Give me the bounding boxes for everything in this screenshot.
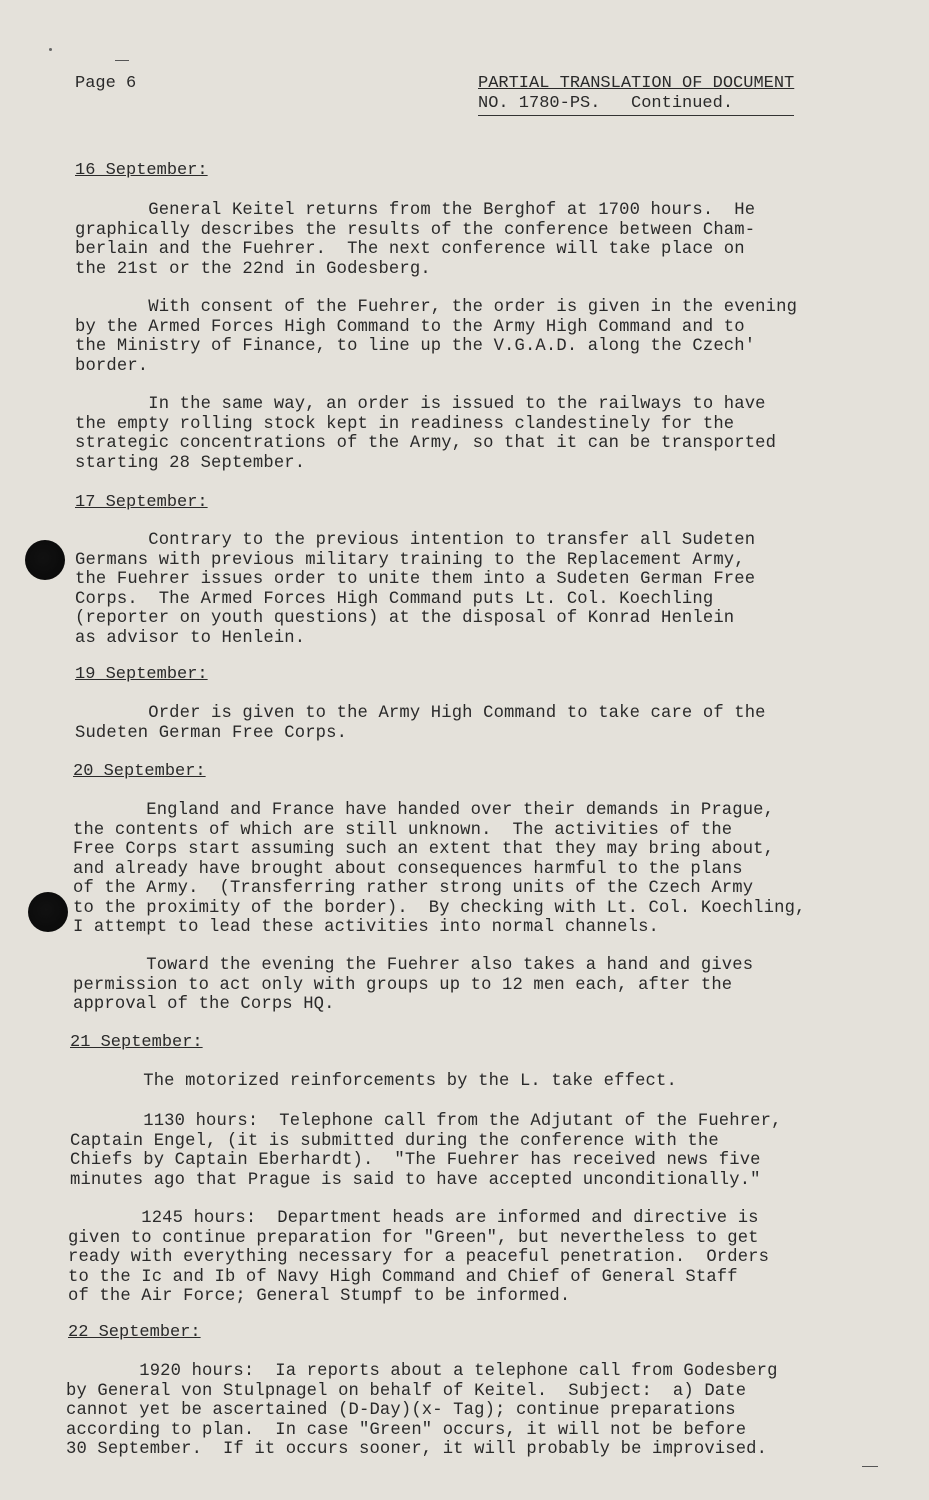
scan-mark (862, 1466, 878, 1467)
scan-mark (115, 60, 129, 61)
scan-dot (49, 48, 52, 51)
punch-hole (25, 540, 65, 580)
paragraph: 1130 hours: Telephone call from the Adjutant of the Fuehrer, Captain Engel, (it is submitted during the conference with the Chiefs by Captain Eberhardt). "The Fuehrer has received news five minutes ago that Prague is said to have accepted unconditionally." (70, 1112, 782, 1190)
paragraph: 1245 hours: Department heads are informed and directive is given to continue preparation for "Green", but nevertheless to get ready with everything necessary for a peaceful penetration. Orders to the Ic and Ib of Navy High Command and Chief of General Staff of the Air Force; General Stumpf to be informed. (68, 1209, 770, 1306)
document-title (478, 74, 794, 116)
title-line-1: PARTIAL TRANSLATION OF DOCUMENT (478, 74, 795, 93)
paragraph: Order is given to the Army High Command to take care of the Sudeten German Free Corps. (75, 704, 766, 743)
paragraph: 1920 hours: Ia reports about a telephone call from Godesberg by General von Stulpnagel on behalf of Keitel. Subject: a) Date cannot yet be ascertained (D-Day)(x- Tag); continue preparations according to plan. In case "Green" occurs, it will not be before 30 September. If it occurs sooner, it will probably be improvised. (66, 1362, 778, 1459)
paragraph: Contrary to the previous intention to transfer all Sudeten Germans with previous military training to the Replacement Army, the Fuehrer issues order to unite them into a Sudeten German Free Corps. The Armed Forces High Command puts Lt. Col. Koechling (reporter on youth questions) at the disposal of Konrad Henlein as advisor to Henlein. (75, 531, 756, 648)
paragraph: England and France have handed over their demands in Prague, the contents of which are still unknown. The activities of the Free Corps start assuming such an extent that they may bring about, and already have brought about consequences harmful to the plans of the Army. (Transferring rather strong units of the Czech Army to the proximity of the border). By checking with Lt. Col. Koechling, I attempt to lead these activities into normal channels. (73, 801, 806, 937)
paragraph: With consent of the Fuehrer, the order is given in the evening by the Armed Forces High Command to the Army High Command and to the Ministry of Finance, to line up the V.G.A.D. along the Czech' border. (75, 298, 798, 376)
section-heading: 21 September: (70, 1033, 203, 1052)
section-heading: 20 September: (73, 762, 206, 781)
section-heading: 22 September: (68, 1323, 201, 1342)
section-heading: 17 September: (75, 493, 208, 512)
paragraph: Toward the evening the Fuehrer also takes a hand and gives permission to act only with groups up to 12 men each, after the approval of the Corps HQ. (73, 956, 754, 1014)
paragraph: The motorized reinforcements by the L. take effect. (70, 1072, 677, 1091)
paragraph: In the same way, an order is issued to the railways to have the empty rolling stock kept in readiness clandestinely for the strategic concentrations of the Army, so that it can be transported starting 28 September. (75, 395, 777, 473)
title-line-2: NO. 1780-PS. Continued. (478, 94, 734, 113)
paragraph: General Keitel returns from the Berghof at 1700 hours. He graphically describes the results of the conference between Cham- berlain and the Fuehrer. The next conference will take place on the 21st or the 22nd in Godesberg. (75, 201, 756, 279)
section-heading: 19 September: (75, 665, 208, 684)
page-number: Page 6 (75, 74, 137, 93)
section-heading: 16 September: (75, 161, 208, 180)
punch-hole (28, 892, 68, 932)
